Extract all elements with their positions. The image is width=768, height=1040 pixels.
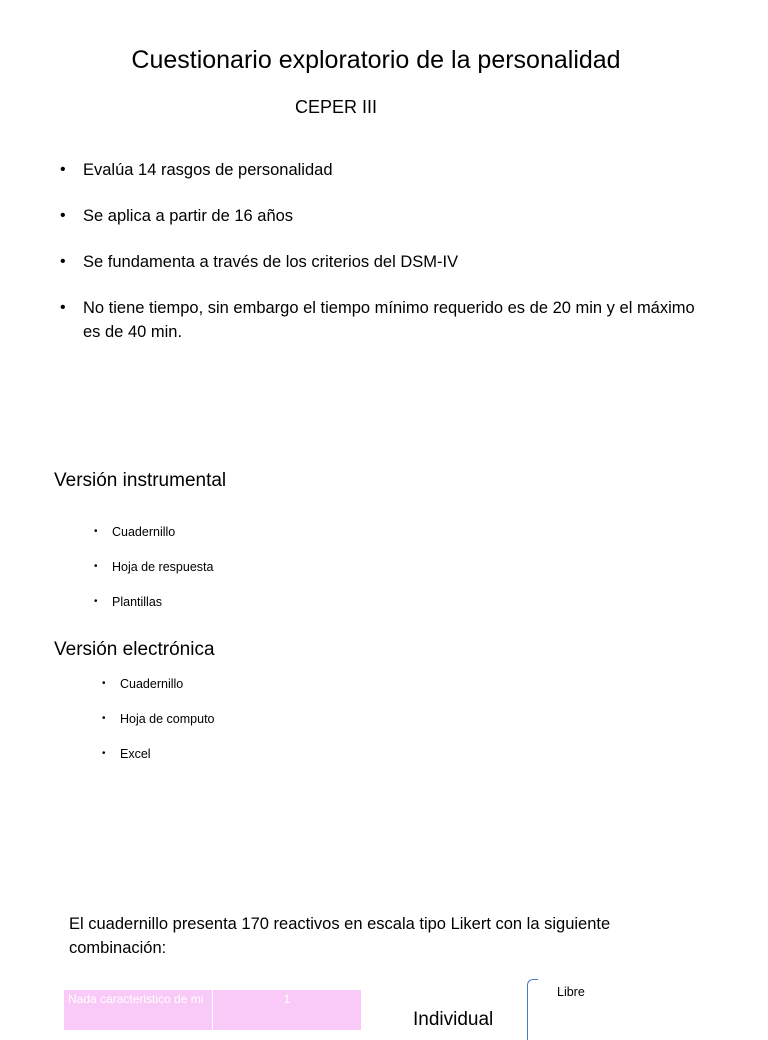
list-item [94, 524, 213, 559]
scale-value-cell: 1 [213, 990, 362, 1031]
item-text: Excel [120, 747, 151, 761]
item-text: Hoja de computo [120, 712, 215, 726]
bullet-icon: • [94, 596, 98, 607]
list-item [60, 250, 700, 274]
list-item [60, 158, 700, 182]
bullet-icon: • [60, 253, 66, 270]
document-subtitle: CEPER III [294, 97, 378, 117]
scale-label-cell: Nada caracteristico de mi [64, 990, 213, 1031]
instrumental-list [94, 524, 213, 629]
list-item [102, 746, 215, 781]
feature-text: Evalúa 14 rasgos de personalidad [83, 161, 333, 179]
likert-scale-table [63, 989, 362, 1031]
description-paragraph: El cuadernillo presenta 170 reactivos en escala tipo Likert con la siguiente combinación: [69, 915, 611, 957]
feature-text: Se aplica a partir de 16 años [83, 207, 294, 225]
table-row [64, 990, 362, 1031]
list-item [102, 676, 215, 711]
bullet-icon: • [102, 678, 106, 689]
document-title: Cuestionario exploratorio de la personalidad [131, 46, 621, 74]
bullet-icon: • [60, 299, 66, 316]
item-text: Cuadernillo [112, 525, 176, 539]
electronica-list [102, 676, 215, 781]
bullet-icon: • [60, 161, 66, 178]
bullet-icon: • [60, 207, 66, 224]
bullet-icon: • [102, 748, 106, 759]
list-item [94, 594, 213, 629]
application-option: Libre [557, 985, 585, 999]
list-item [94, 559, 213, 594]
feature-text: No tiene tiempo, sin embargo el tiempo mínimo requerido es de 20 min y el máximo es de 40 min. [83, 299, 695, 341]
list-item [102, 711, 215, 746]
bullet-icon: • [94, 526, 98, 537]
feature-text: Se fundamenta a través de los criterios del DSM-IV [83, 253, 459, 271]
item-text: Hoja de respuesta [112, 560, 214, 574]
features-list [60, 158, 700, 366]
instrumental-heading: Versión instrumental [54, 470, 227, 491]
item-text: Plantillas [112, 595, 163, 609]
item-text: Cuadernillo [120, 677, 184, 691]
application-mode-label: Individual [413, 1009, 494, 1030]
list-item [60, 296, 700, 344]
list-item [60, 204, 700, 228]
brace-icon [527, 979, 538, 1040]
bullet-icon: • [102, 713, 106, 724]
bullet-icon: • [94, 561, 98, 572]
electronica-heading: Versión electrónica [54, 639, 215, 660]
